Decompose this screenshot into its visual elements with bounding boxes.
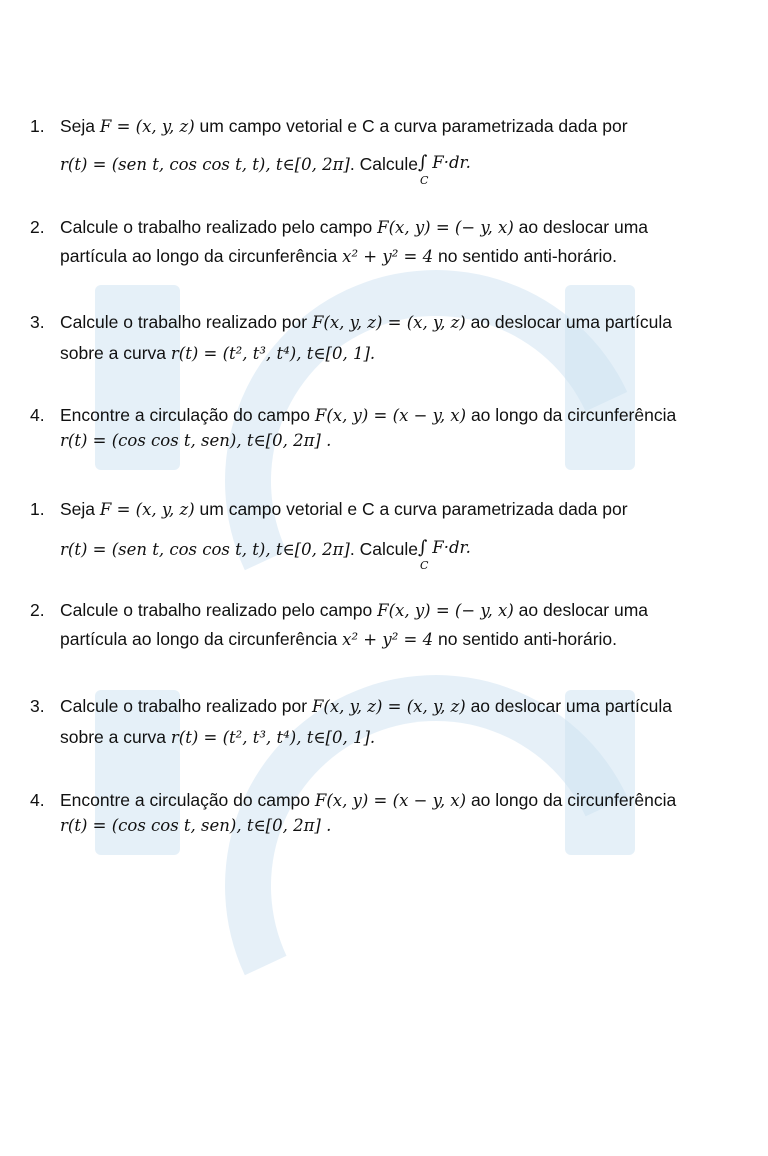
math-expression: r(t) = (t², t³, t⁴), t∈[0, 1].: [170, 344, 376, 363]
math-expression: r(t) = (cos cos t, sen), t∈[0, 2π] .: [60, 816, 332, 835]
exercise-text: ao deslocar uma: [518, 217, 649, 237]
math-expression: F(x, y) = (− y, x): [377, 601, 514, 620]
exercise-text: ao longo da circunferência: [470, 405, 677, 425]
exercise-text: Seja: [60, 499, 96, 519]
exercise-line: [60, 246, 617, 267]
exercise-3: [30, 312, 750, 372]
exercise-text: Calcule o trabalho realizado por: [60, 696, 308, 716]
math-expression: r(t) = (cos cos t, sen), t∈[0, 2π] .: [60, 431, 332, 450]
exercise-line: [60, 539, 418, 560]
line-integral: [418, 537, 471, 572]
integral-sign: ∫: [418, 537, 428, 558]
exercise-line: [60, 116, 628, 137]
exercise-2: [30, 217, 750, 277]
exercise-number: 1.: [30, 116, 45, 136]
exercise-text: sobre a curva: [60, 727, 167, 747]
math-expression: r(t) = (t², t³, t⁴), t∈[0, 1].: [170, 728, 376, 747]
exercise-text: . Calcule: [349, 154, 418, 174]
exercise-line: [60, 815, 331, 836]
exercise-line: [60, 312, 672, 333]
exercise-number: 2.: [30, 600, 45, 620]
exercise-text: ao deslocar uma partícula: [470, 696, 672, 716]
line-integral: [418, 152, 471, 187]
exercise-line: [60, 430, 331, 451]
exercise-4: [30, 790, 750, 850]
exercise-number: 4.: [30, 405, 45, 425]
exercise-number: 2.: [30, 217, 45, 237]
math-expression: F(x, y) = (x − y, x): [314, 406, 467, 425]
exercise-text: um campo vetorial e C a curva parametrizada dada por: [199, 116, 628, 136]
exercise-text: Encontre a circulação do campo: [60, 405, 310, 425]
exercise-text: Calcule o trabalho realizado pelo campo: [60, 217, 373, 237]
exercise-line: [60, 405, 676, 426]
exercise-text: Calcule o trabalho realizado por: [60, 312, 308, 332]
exercise-text: Calcule o trabalho realizado pelo campo: [60, 600, 373, 620]
math-expression: r(t) = (sen t, cos cos t, t), t∈[0, 2π]: [60, 155, 350, 174]
exercise-line: [60, 600, 648, 621]
exercise-number: 3.: [30, 312, 45, 332]
exercise-1: [30, 499, 750, 579]
integral-subscript: C: [420, 174, 429, 187]
integral-sign: ∫: [418, 152, 428, 173]
math-expression: F(x, y) = (x − y, x): [314, 791, 467, 810]
exercise-1: [30, 116, 750, 196]
integrand: F·dr.: [432, 538, 471, 557]
math-expression: r(t) = (sen t, cos cos t, t), t∈[0, 2π]: [60, 540, 350, 559]
exercise-line: [60, 217, 648, 238]
math-expression: F(x, y, z) = (x, y, z): [311, 697, 466, 716]
exercise-text: . Calcule: [349, 539, 418, 559]
math-expression: x² + y² = 4: [342, 630, 434, 649]
math-expression: x² + y² = 4: [342, 247, 434, 266]
exercise-line: [60, 629, 617, 650]
exercise-text: Encontre a circulação do campo: [60, 790, 310, 810]
exercise-number: 4.: [30, 790, 45, 810]
exercise-3: [30, 696, 750, 756]
exercise-text: ao deslocar uma: [518, 600, 649, 620]
exercise-text: ao longo da circunferência: [470, 790, 677, 810]
exercise-text: ao deslocar uma partícula: [470, 312, 672, 332]
exercise-4: [30, 405, 750, 465]
integral-subscript: C: [420, 559, 429, 572]
math-expression: F = (x, y, z): [99, 117, 195, 136]
exercise-number: 3.: [30, 696, 45, 716]
exercise-line: [60, 154, 418, 175]
exercise-line: [60, 790, 676, 811]
exercise-text: sobre a curva: [60, 343, 167, 363]
exercise-text: Seja: [60, 116, 96, 136]
math-expression: F = (x, y, z): [99, 500, 195, 519]
exercise-line: [60, 696, 672, 717]
exercise-line: [60, 343, 375, 364]
exercise-text: partícula ao longo da circunferência: [60, 629, 338, 649]
exercise-line: [60, 499, 628, 520]
exercise-line: [60, 727, 375, 748]
exercise-number: 1.: [30, 499, 45, 519]
exercise-text: no sentido anti-horário.: [438, 246, 617, 266]
exercise-text: partícula ao longo da circunferência: [60, 246, 338, 266]
math-expression: F(x, y, z) = (x, y, z): [311, 313, 466, 332]
math-expression: F(x, y) = (− y, x): [377, 218, 514, 237]
exercise-text: no sentido anti-horário.: [438, 629, 617, 649]
exercise-text: um campo vetorial e C a curva parametrizada dada por: [199, 499, 628, 519]
exercise-2: [30, 600, 750, 660]
integrand: F·dr.: [432, 153, 471, 172]
